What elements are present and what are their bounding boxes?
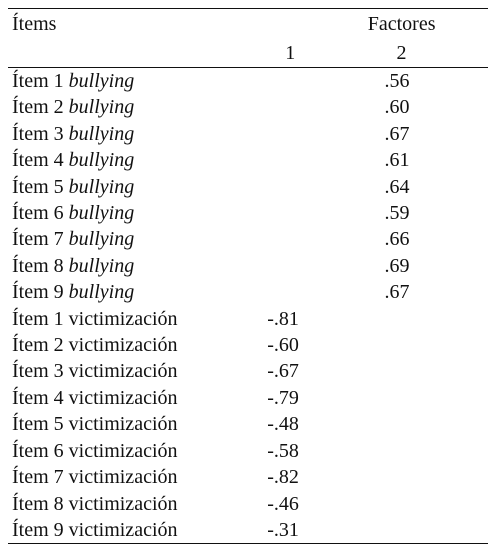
table-row (8, 94, 488, 120)
item-label (8, 306, 255, 332)
item-term: bullying (68, 202, 135, 225)
factor-1-loading (255, 174, 356, 200)
factor-2-header: 2 (396, 41, 407, 64)
table-row (8, 411, 488, 437)
item-prefix: Ítem 6 (12, 202, 69, 225)
factor-2-loading: .60 (384, 96, 410, 119)
item-prefix: Ítem 6 victimización (12, 439, 178, 462)
table-row (8, 226, 488, 252)
item-term: bullying (68, 70, 135, 92)
item-label (8, 94, 255, 120)
factor-2-loading: .67 (384, 122, 410, 145)
item-prefix: Ítem 7 (12, 228, 69, 251)
items-header-spacer (8, 39, 255, 68)
item-label (8, 438, 255, 464)
factor-1-header: 1 (285, 41, 296, 64)
item-label (8, 200, 255, 226)
item-prefix: Ítem 4 victimización (12, 386, 178, 409)
factor-2-loading: .59 (384, 202, 410, 225)
factor-1-loading: -.81 (267, 307, 299, 330)
item-prefix: Ítem 9 (12, 281, 69, 304)
item-label (8, 517, 255, 544)
factor-2-loading (357, 385, 488, 411)
factor-1-loading (255, 279, 356, 305)
factor-loadings-table (8, 8, 488, 544)
table-row (8, 491, 488, 517)
item-prefix: Ítem 1 (12, 70, 69, 92)
factor-1-loading: -.46 (267, 492, 299, 515)
item-term: bullying (68, 254, 135, 277)
factors-header: Factores (367, 12, 436, 35)
table-row (8, 438, 488, 464)
item-label (8, 279, 255, 305)
table-body (8, 9, 488, 545)
table-row (8, 517, 488, 544)
item-term: bullying (68, 96, 135, 119)
item-prefix: Ítem 9 victimización (12, 518, 178, 541)
table-row (8, 253, 488, 279)
item-term: bullying (68, 149, 135, 172)
factor-1-loading: -.60 (267, 334, 299, 357)
factor-2-loading: .69 (384, 254, 410, 277)
table-row (8, 464, 488, 490)
factor-1-loading: -.58 (267, 439, 299, 462)
factor-2-loading: .67 (384, 281, 410, 304)
item-label (8, 121, 255, 147)
header-row-2 (8, 39, 488, 68)
item-prefix: Ítem 7 victimización (12, 466, 178, 489)
factor-2-loading (357, 358, 488, 384)
item-prefix: Ítem 3 (12, 122, 69, 145)
factor-2-loading: .61 (384, 149, 410, 172)
factor-2-loading: .66 (384, 228, 410, 251)
factor-1-loading: -.82 (267, 466, 299, 489)
item-term: bullying (68, 122, 135, 145)
item-term: bullying (68, 228, 135, 251)
factor-1-loading: -.31 (267, 518, 299, 541)
table-row (8, 358, 488, 384)
table-row (8, 174, 488, 200)
item-label (8, 253, 255, 279)
items-header: Ítems (12, 12, 57, 35)
item-label (8, 226, 255, 252)
factor-2-loading: .56 (384, 70, 410, 92)
item-label (8, 464, 255, 490)
factor-2-loading: .64 (384, 175, 410, 198)
bottom-rule (8, 544, 488, 545)
item-label (8, 174, 255, 200)
table-row (8, 200, 488, 226)
factor-1-loading (255, 147, 356, 173)
item-label (8, 68, 255, 94)
item-prefix: Ítem 5 (12, 175, 69, 198)
table-row (8, 68, 488, 94)
table-row (8, 332, 488, 358)
table-row (8, 147, 488, 173)
factor-1-loading (255, 200, 356, 226)
factor-2-loading (357, 464, 488, 490)
factor-1-loading: -.79 (267, 386, 299, 409)
factor-2-loading (357, 517, 488, 544)
factor-2-loading (357, 332, 488, 358)
table-row (8, 306, 488, 332)
factor-2-loading (357, 306, 488, 332)
item-term: bullying (68, 281, 135, 304)
item-prefix: Ítem 3 victimización (12, 360, 178, 383)
item-prefix: Ítem 8 (12, 254, 69, 277)
table-row (8, 121, 488, 147)
item-prefix: Ítem 5 victimización (12, 413, 178, 436)
factor-1-loading (255, 121, 356, 147)
item-label (8, 411, 255, 437)
factor-1-loading (255, 253, 356, 279)
factor-1-loading: -.48 (267, 413, 299, 436)
factor-2-loading (357, 438, 488, 464)
item-label (8, 332, 255, 358)
item-label (8, 358, 255, 384)
item-term: bullying (68, 175, 135, 198)
item-prefix: Ítem 1 victimización (12, 307, 178, 330)
item-label (8, 491, 255, 517)
item-label (8, 147, 255, 173)
factor-1-loading (255, 226, 356, 252)
factor-1-loading (255, 68, 356, 94)
header-row-1 (8, 9, 488, 39)
table-row (8, 385, 488, 411)
factor-2-loading (357, 411, 488, 437)
item-prefix: Ítem 2 victimización (12, 334, 178, 357)
item-label (8, 385, 255, 411)
item-prefix: Ítem 2 (12, 96, 69, 119)
loadings-grid (8, 8, 488, 544)
table-row (8, 279, 488, 305)
item-prefix: Ítem 4 (12, 149, 69, 172)
factor-1-loading: -.67 (267, 360, 299, 383)
factor-1-loading (255, 94, 356, 120)
item-prefix: Ítem 8 victimización (12, 492, 178, 515)
factor-2-loading (357, 491, 488, 517)
